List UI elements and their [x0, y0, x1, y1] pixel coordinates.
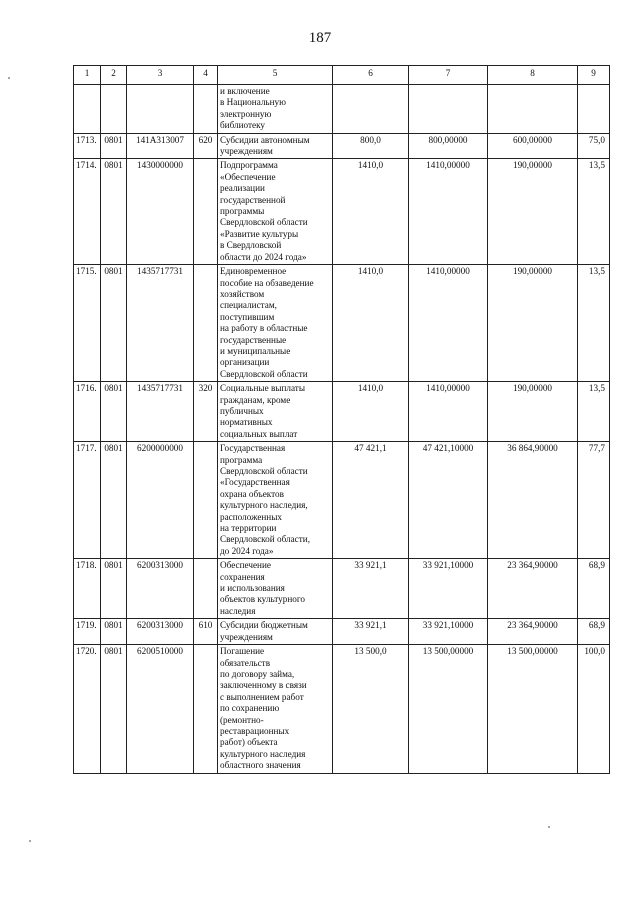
- column-header: 7: [409, 66, 488, 85]
- section-code: 0801: [101, 265, 127, 382]
- scan-speck: [8, 77, 10, 79]
- column-header: 5: [218, 66, 333, 85]
- table-row: [74, 382, 610, 442]
- percent-col9: 13,5: [578, 265, 610, 382]
- percent-col9: 75,0: [578, 133, 610, 159]
- row-number: 1718.: [74, 559, 101, 619]
- target-code: 6200313000: [127, 619, 194, 645]
- item-name: Субсидии автономным учреждениям: [218, 133, 333, 159]
- item-name: Подпрограмма «Обеспечение реализации государственной программы Свердловской области «Развитие культуры в Свердловской области до 2024 года»: [218, 159, 333, 265]
- item-name: и включение в Национальную электронную библиотеку: [218, 85, 333, 134]
- target-code: 1430000000: [127, 159, 194, 265]
- value-col8: 36 864,90000: [488, 442, 578, 559]
- value-col8: 190,00000: [488, 265, 578, 382]
- percent-col9: 68,9: [578, 619, 610, 645]
- value-col6: [333, 85, 409, 134]
- item-name: Погашение обязательств по договору займа, заключенному в связи с выполнением работ по сохранению (ремонтно- реставрационных работ) объекта культурного наследия областного значения: [218, 645, 333, 773]
- percent-col9: 13,5: [578, 159, 610, 265]
- target-code: 141A313007: [127, 133, 194, 159]
- value-col6: 800,0: [333, 133, 409, 159]
- target-code: 6200000000: [127, 442, 194, 559]
- value-col7: 47 421,10000: [409, 442, 488, 559]
- table-row: [74, 442, 610, 559]
- expense-type: [194, 442, 218, 559]
- item-name: Единовременное пособие на обзаведение хозяйством специалистам, поступившим на работу в областные государственные и муниципальные организации Свердловской области: [218, 265, 333, 382]
- budget-table: [73, 65, 610, 774]
- target-code: 1435717731: [127, 382, 194, 442]
- value-col8: 23 364,90000: [488, 619, 578, 645]
- value-col7: 33 921,10000: [409, 559, 488, 619]
- table-row: [74, 265, 610, 382]
- table-row: [74, 619, 610, 645]
- value-col8: 600,00000: [488, 133, 578, 159]
- row-number: 1719.: [74, 619, 101, 645]
- table-row: [74, 645, 610, 773]
- column-header: 3: [127, 66, 194, 85]
- table-row: [74, 85, 610, 134]
- section-code: 0801: [101, 133, 127, 159]
- target-code: 6200313000: [127, 559, 194, 619]
- column-header: 8: [488, 66, 578, 85]
- row-number: 1720.: [74, 645, 101, 773]
- scan-speck: [29, 840, 31, 842]
- row-number: 1713.: [74, 133, 101, 159]
- column-header: 6: [333, 66, 409, 85]
- item-name: Государственная программа Свердловской области «Государственная охрана объектов культурного наследия, расположенных на территории Свердловской области, до 2024 года»: [218, 442, 333, 559]
- expense-type: 610: [194, 619, 218, 645]
- value-col6: 1410,0: [333, 159, 409, 265]
- value-col6: 1410,0: [333, 265, 409, 382]
- table-row: [74, 159, 610, 265]
- column-header: 2: [101, 66, 127, 85]
- target-code: 6200510000: [127, 645, 194, 773]
- section-code: 0801: [101, 442, 127, 559]
- expense-type: [194, 645, 218, 773]
- target-code: 1435717731: [127, 265, 194, 382]
- table-row: [74, 133, 610, 159]
- expense-type: [194, 559, 218, 619]
- item-name: Социальные выплаты гражданам, кроме публичных нормативных социальных выплат: [218, 382, 333, 442]
- value-col7: 1410,00000: [409, 265, 488, 382]
- section-code: [101, 85, 127, 134]
- value-col8: 190,00000: [488, 159, 578, 265]
- value-col6: 47 421,1: [333, 442, 409, 559]
- row-number: 1717.: [74, 442, 101, 559]
- row-number: 1714.: [74, 159, 101, 265]
- value-col6: 33 921,1: [333, 619, 409, 645]
- value-col6: 33 921,1: [333, 559, 409, 619]
- value-col6: 13 500,0: [333, 645, 409, 773]
- percent-col9: 100,0: [578, 645, 610, 773]
- row-number: 1716.: [74, 382, 101, 442]
- value-col8: 190,00000: [488, 382, 578, 442]
- value-col8: 13 500,00000: [488, 645, 578, 773]
- target-code: [127, 85, 194, 134]
- value-col7: 33 921,10000: [409, 619, 488, 645]
- section-code: 0801: [101, 619, 127, 645]
- section-code: 0801: [101, 645, 127, 773]
- value-col6: 1410,0: [333, 382, 409, 442]
- percent-col9: 77,7: [578, 442, 610, 559]
- table-header-row: [74, 66, 610, 85]
- percent-col9: [578, 85, 610, 134]
- value-col8: 23 364,90000: [488, 559, 578, 619]
- value-col7: [409, 85, 488, 134]
- scan-speck: [548, 826, 550, 828]
- value-col7: 800,00000: [409, 133, 488, 159]
- section-code: 0801: [101, 382, 127, 442]
- value-col7: 1410,00000: [409, 382, 488, 442]
- row-number: 1715.: [74, 265, 101, 382]
- value-col7: 1410,00000: [409, 159, 488, 265]
- expense-type: 320: [194, 382, 218, 442]
- column-header: 9: [578, 66, 610, 85]
- section-code: 0801: [101, 159, 127, 265]
- row-number: [74, 85, 101, 134]
- expense-type: [194, 159, 218, 265]
- expense-type: [194, 85, 218, 134]
- percent-col9: 68,9: [578, 559, 610, 619]
- expense-type: [194, 265, 218, 382]
- value-col7: 13 500,00000: [409, 645, 488, 773]
- column-header: 4: [194, 66, 218, 85]
- section-code: 0801: [101, 559, 127, 619]
- percent-col9: 13,5: [578, 382, 610, 442]
- expense-type: 620: [194, 133, 218, 159]
- value-col8: [488, 85, 578, 134]
- item-name: Субсидии бюджетным учреждениям: [218, 619, 333, 645]
- table-row: [74, 559, 610, 619]
- column-header: 1: [74, 66, 101, 85]
- item-name: Обеспечение сохранения и использования объектов культурного наследия: [218, 559, 333, 619]
- page-number: 187: [308, 30, 332, 46]
